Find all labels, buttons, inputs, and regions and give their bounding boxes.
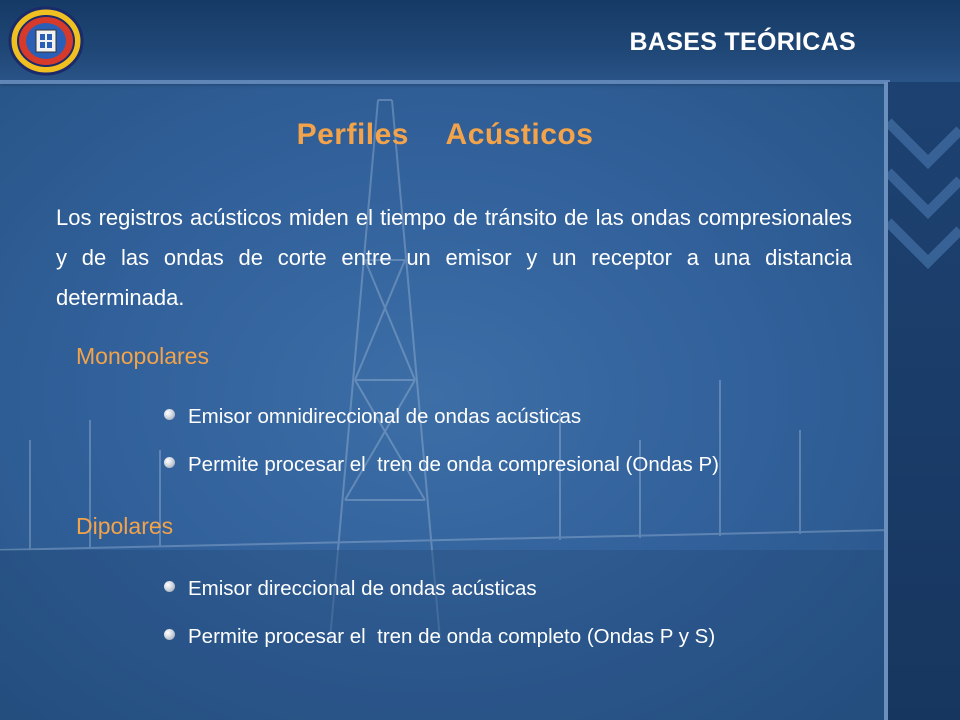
bullet-text: Emisor direccional de ondas acústicas <box>188 577 537 600</box>
institution-crest-icon <box>8 6 84 76</box>
bullet-dot-icon <box>164 629 175 640</box>
chevron-pattern-icon <box>888 82 960 720</box>
bullet-text: Permite procesar el tren de onda completo (Ondas P y S) <box>188 625 716 648</box>
bullet-text: Emisor omnidireccional de ondas acústicas <box>188 405 582 428</box>
bullet-dot-icon <box>164 581 175 592</box>
section-heading-dipolares: Dipolares <box>76 513 174 539</box>
bullet-item <box>164 453 719 477</box>
header-title: BASES TEÓRICAS <box>629 28 856 56</box>
bullet-text: Permite procesar el tren de onda compresional (Ondas P) <box>188 453 719 476</box>
header-divider <box>0 80 890 84</box>
intro-paragraph: Los registros acústicos miden el tiempo de tránsito de las ondas compresionales y de las ondas de corte entre un emisor y un receptor a una distancia determinada. <box>56 205 852 310</box>
bullet-item <box>164 625 715 649</box>
oil-derrick-background-image <box>0 80 890 720</box>
bullet-item <box>164 405 581 429</box>
section-heading-monopolares: Monopolares <box>76 343 209 369</box>
bullet-dot-icon <box>164 457 175 468</box>
right-decorative-rail <box>888 82 960 720</box>
bullet-item <box>164 577 537 601</box>
bullet-dot-icon <box>164 409 175 420</box>
slide-title: Perfiles Acústicos <box>296 118 594 151</box>
